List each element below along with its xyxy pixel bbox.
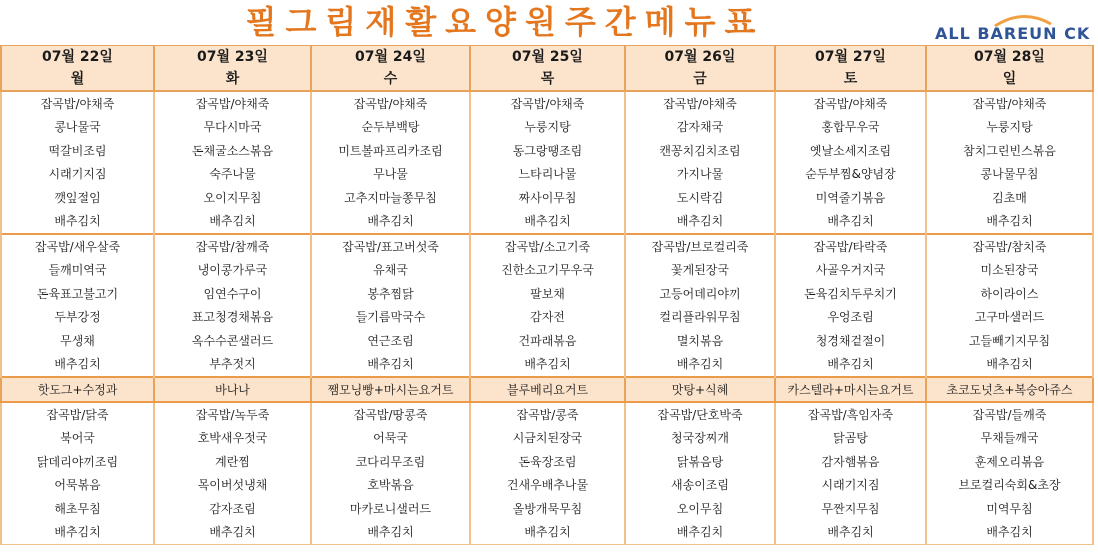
menu-row xyxy=(1,91,1093,116)
menu-cell: 시래기지짐 xyxy=(1,163,154,187)
day-weekday: 수 xyxy=(311,68,470,91)
menu-cell: 배추김치 xyxy=(926,210,1093,235)
menu-cell: 마카로니샐러드 xyxy=(311,497,470,521)
menu-cell: 미트볼파프리카조림 xyxy=(311,139,470,163)
menu-cell: 배추김치 xyxy=(1,521,154,545)
menu-cell: 고추지마늘쫑무침 xyxy=(311,186,470,210)
menu-cell: 호박볶음 xyxy=(311,474,470,498)
menu-row xyxy=(1,186,1093,210)
menu-cell: 배추김치 xyxy=(625,521,775,545)
menu-cell: 잡곡밥/땅콩죽 xyxy=(311,402,470,427)
menu-cell: 잡곡밥/야채죽 xyxy=(775,91,926,116)
snack-cell: 블루베리요거트 xyxy=(470,377,625,402)
menu-cell: 닭곰탕 xyxy=(775,427,926,451)
day-weekday: 화 xyxy=(154,68,311,91)
menu-cell: 배추김치 xyxy=(311,353,470,378)
menu-cell: 잡곡밥/브로컬리죽 xyxy=(625,234,775,259)
page-title: 필그림재활요양원주간메뉴표 xyxy=(245,3,765,41)
menu-cell: 배추김치 xyxy=(625,210,775,235)
menu-cell: 짜사이무침 xyxy=(470,186,625,210)
menu-cell: 옥수수콘샐러드 xyxy=(154,329,311,353)
menu-cell: 무채들깨국 xyxy=(926,427,1093,451)
menu-row xyxy=(1,139,1093,163)
menu-cell: 고들빼기지무침 xyxy=(926,329,1093,353)
menu-cell: 잡곡밥/참치죽 xyxy=(926,234,1093,259)
menu-cell: 감자채국 xyxy=(625,116,775,140)
menu-row xyxy=(1,329,1093,353)
menu-cell: 해초무침 xyxy=(1,497,154,521)
menu-cell: 봉추찜닭 xyxy=(311,282,470,306)
menu-cell: 호박새우젓국 xyxy=(154,427,311,451)
snack-cell: 바나나 xyxy=(154,377,311,402)
menu-cell: 멸치볶음 xyxy=(625,329,775,353)
menu-cell: 잡곡밥/닭죽 xyxy=(1,402,154,427)
menu-cell: 컬리플라워무침 xyxy=(625,306,775,330)
menu-cell: 배추김치 xyxy=(470,210,625,235)
menu-cell: 무다시마국 xyxy=(154,116,311,140)
snack-cell: 쨈모닝빵+마시는요거트 xyxy=(311,377,470,402)
menu-cell: 시래기지짐 xyxy=(775,474,926,498)
menu-cell: 올방개묵무침 xyxy=(470,497,625,521)
menu-cell: 브로컬리숙회&초장 xyxy=(926,474,1093,498)
menu-cell: 사골우거지국 xyxy=(775,259,926,283)
menu-cell: 잡곡밥/녹두죽 xyxy=(154,402,311,427)
menu-cell: 콩나물국 xyxy=(1,116,154,140)
menu-cell: 배추김치 xyxy=(775,353,926,378)
title-bar xyxy=(0,0,1098,44)
menu-cell: 누룽지탕 xyxy=(470,116,625,140)
menu-cell: 홍합무우국 xyxy=(775,116,926,140)
snack-cell: 초코도넛츠+복숭아쥬스 xyxy=(926,377,1093,402)
menu-cell: 꽃게된장국 xyxy=(625,259,775,283)
day-date: 07월 28일 xyxy=(926,46,1093,69)
menu-row xyxy=(1,402,1093,427)
menu-cell: 진한소고기무우국 xyxy=(470,259,625,283)
menu-cell: 계란찜 xyxy=(154,450,311,474)
day-date: 07월 26일 xyxy=(625,46,775,69)
menu-cell: 고등어데리야끼 xyxy=(625,282,775,306)
menu-cell: 하이라이스 xyxy=(926,282,1093,306)
day-date: 07월 27일 xyxy=(775,46,926,69)
menu-cell: 미역줄기볶음 xyxy=(775,186,926,210)
menu-cell: 배추김치 xyxy=(775,521,926,545)
menu-row xyxy=(1,116,1093,140)
menu-cell: 잡곡밥/야채죽 xyxy=(154,91,311,116)
menu-cell: 잡곡밥/콩죽 xyxy=(470,402,625,427)
menu-cell: 표고청경채볶음 xyxy=(154,306,311,330)
day-weekday: 일 xyxy=(926,68,1093,91)
menu-cell: 들기름막국수 xyxy=(311,306,470,330)
snack-cell: 맛탕+식혜 xyxy=(625,377,775,402)
menu-row xyxy=(1,306,1093,330)
weekday-header-row xyxy=(1,68,1093,91)
menu-cell: 순두부백탕 xyxy=(311,116,470,140)
day-weekday: 목 xyxy=(470,68,625,91)
menu-cell: 두부강정 xyxy=(1,306,154,330)
menu-cell: 김초매 xyxy=(926,186,1093,210)
menu-cell: 시금치된장국 xyxy=(470,427,625,451)
menu-row xyxy=(1,163,1093,187)
menu-cell: 돈채굴소스볶음 xyxy=(154,139,311,163)
menu-cell: 닭데리야끼조림 xyxy=(1,450,154,474)
snack-row xyxy=(1,377,1093,402)
menu-cell: 잡곡밥/야채죽 xyxy=(625,91,775,116)
menu-cell: 감자햄볶음 xyxy=(775,450,926,474)
menu-cell: 북어국 xyxy=(1,427,154,451)
menu-cell: 잡곡밥/단호박죽 xyxy=(625,402,775,427)
menu-cell: 오이무침 xyxy=(625,497,775,521)
day-date: 07월 23일 xyxy=(154,46,311,69)
day-date: 07월 24일 xyxy=(311,46,470,69)
menu-cell: 냉이콩가루국 xyxy=(154,259,311,283)
menu-row xyxy=(1,282,1093,306)
menu-row xyxy=(1,497,1093,521)
menu-cell: 잡곡밥/야채죽 xyxy=(311,91,470,116)
menu-cell: 무나물 xyxy=(311,163,470,187)
day-weekday: 토 xyxy=(775,68,926,91)
menu-cell: 우엉조림 xyxy=(775,306,926,330)
menu-cell: 순두부찜&양념장 xyxy=(775,163,926,187)
menu-cell: 미소된장국 xyxy=(926,259,1093,283)
menu-cell: 옛날소세지조림 xyxy=(775,139,926,163)
menu-cell: 콩나물무침 xyxy=(926,163,1093,187)
menu-cell: 청경채겉절이 xyxy=(775,329,926,353)
menu-cell: 배추김치 xyxy=(311,521,470,545)
menu-cell: 느타리나물 xyxy=(470,163,625,187)
menu-cell: 임연수구이 xyxy=(154,282,311,306)
menu-row xyxy=(1,210,1093,235)
menu-cell: 잡곡밥/소고기죽 xyxy=(470,234,625,259)
day-date: 07월 25일 xyxy=(470,46,625,69)
menu-cell: 오이지무침 xyxy=(154,186,311,210)
menu-cell: 배추김치 xyxy=(926,521,1093,545)
menu-cell: 고구마샐러드 xyxy=(926,306,1093,330)
menu-cell: 돈육장조림 xyxy=(470,450,625,474)
snack-cell: 카스텔라+마시는요거트 xyxy=(775,377,926,402)
menu-cell: 배추김치 xyxy=(154,521,311,545)
menu-row xyxy=(1,450,1093,474)
menu-cell: 캔꽁치김치조림 xyxy=(625,139,775,163)
menu-cell: 깻잎절임 xyxy=(1,186,154,210)
menu-cell: 배추김치 xyxy=(154,210,311,235)
menu-row xyxy=(1,521,1093,545)
menu-cell: 배추김치 xyxy=(926,353,1093,378)
menu-cell: 가지나물 xyxy=(625,163,775,187)
menu-cell: 목이버섯냉채 xyxy=(154,474,311,498)
menu-cell: 유채국 xyxy=(311,259,470,283)
menu-row xyxy=(1,259,1093,283)
menu-cell: 어묵볶음 xyxy=(1,474,154,498)
menu-cell: 잡곡밥/타락죽 xyxy=(775,234,926,259)
menu-cell: 새송이조림 xyxy=(625,474,775,498)
menu-row xyxy=(1,234,1093,259)
menu-cell: 배추김치 xyxy=(470,521,625,545)
menu-cell: 잡곡밥/흑임자죽 xyxy=(775,402,926,427)
menu-cell: 배추김치 xyxy=(1,210,154,235)
menu-cell: 배추김치 xyxy=(775,210,926,235)
menu-cell: 무짠지무침 xyxy=(775,497,926,521)
menu-cell: 잡곡밥/야채죽 xyxy=(470,91,625,116)
menu-cell: 돈육김치두루치기 xyxy=(775,282,926,306)
menu-cell: 어묵국 xyxy=(311,427,470,451)
menu-cell: 닭볶음탕 xyxy=(625,450,775,474)
menu-cell: 코다리무조림 xyxy=(311,450,470,474)
menu-cell: 팔보채 xyxy=(470,282,625,306)
menu-cell: 참치그린빈스볶음 xyxy=(926,139,1093,163)
weekly-menu-table xyxy=(0,45,1094,545)
menu-cell: 잡곡밥/들깨죽 xyxy=(926,402,1093,427)
menu-cell: 부추젓지 xyxy=(154,353,311,378)
menu-cell: 배추김치 xyxy=(1,353,154,378)
menu-cell: 잡곡밥/야채죽 xyxy=(926,91,1093,116)
menu-cell: 청국장찌개 xyxy=(625,427,775,451)
day-weekday: 금 xyxy=(625,68,775,91)
menu-cell: 배추김치 xyxy=(625,353,775,378)
date-header-row xyxy=(1,46,1093,69)
menu-cell: 감자조림 xyxy=(154,497,311,521)
menu-cell: 도시락김 xyxy=(625,186,775,210)
menu-cell: 훈제오리볶음 xyxy=(926,450,1093,474)
menu-cell: 배추김치 xyxy=(470,353,625,378)
menu-cell: 건새우배추나물 xyxy=(470,474,625,498)
menu-cell: 떡갈비조림 xyxy=(1,139,154,163)
brand-logo xyxy=(935,22,1091,44)
menu-row xyxy=(1,474,1093,498)
menu-cell: 잡곡밥/참깨죽 xyxy=(154,234,311,259)
menu-cell: 돈육표고불고기 xyxy=(1,282,154,306)
menu-cell: 무생채 xyxy=(1,329,154,353)
menu-cell: 배추김치 xyxy=(311,210,470,235)
menu-row xyxy=(1,427,1093,451)
day-weekday: 월 xyxy=(1,68,154,91)
menu-cell: 연근조림 xyxy=(311,329,470,353)
menu-row xyxy=(1,353,1093,378)
menu-cell: 미역무침 xyxy=(926,497,1093,521)
menu-cell: 잡곡밥/야채죽 xyxy=(1,91,154,116)
menu-cell: 잡곡밥/새우살죽 xyxy=(1,234,154,259)
logo-text: ALL BAREUN CK xyxy=(935,24,1091,43)
day-date: 07월 22일 xyxy=(1,46,154,69)
snack-cell: 핫도그+수정과 xyxy=(1,377,154,402)
menu-cell: 건파래볶음 xyxy=(470,329,625,353)
menu-cell: 누룽지탕 xyxy=(926,116,1093,140)
menu-cell: 잡곡밥/표고버섯죽 xyxy=(311,234,470,259)
menu-cell: 숙주나물 xyxy=(154,163,311,187)
menu-cell: 동그랑땡조림 xyxy=(470,139,625,163)
menu-cell: 들깨미역국 xyxy=(1,259,154,283)
menu-cell: 감자전 xyxy=(470,306,625,330)
